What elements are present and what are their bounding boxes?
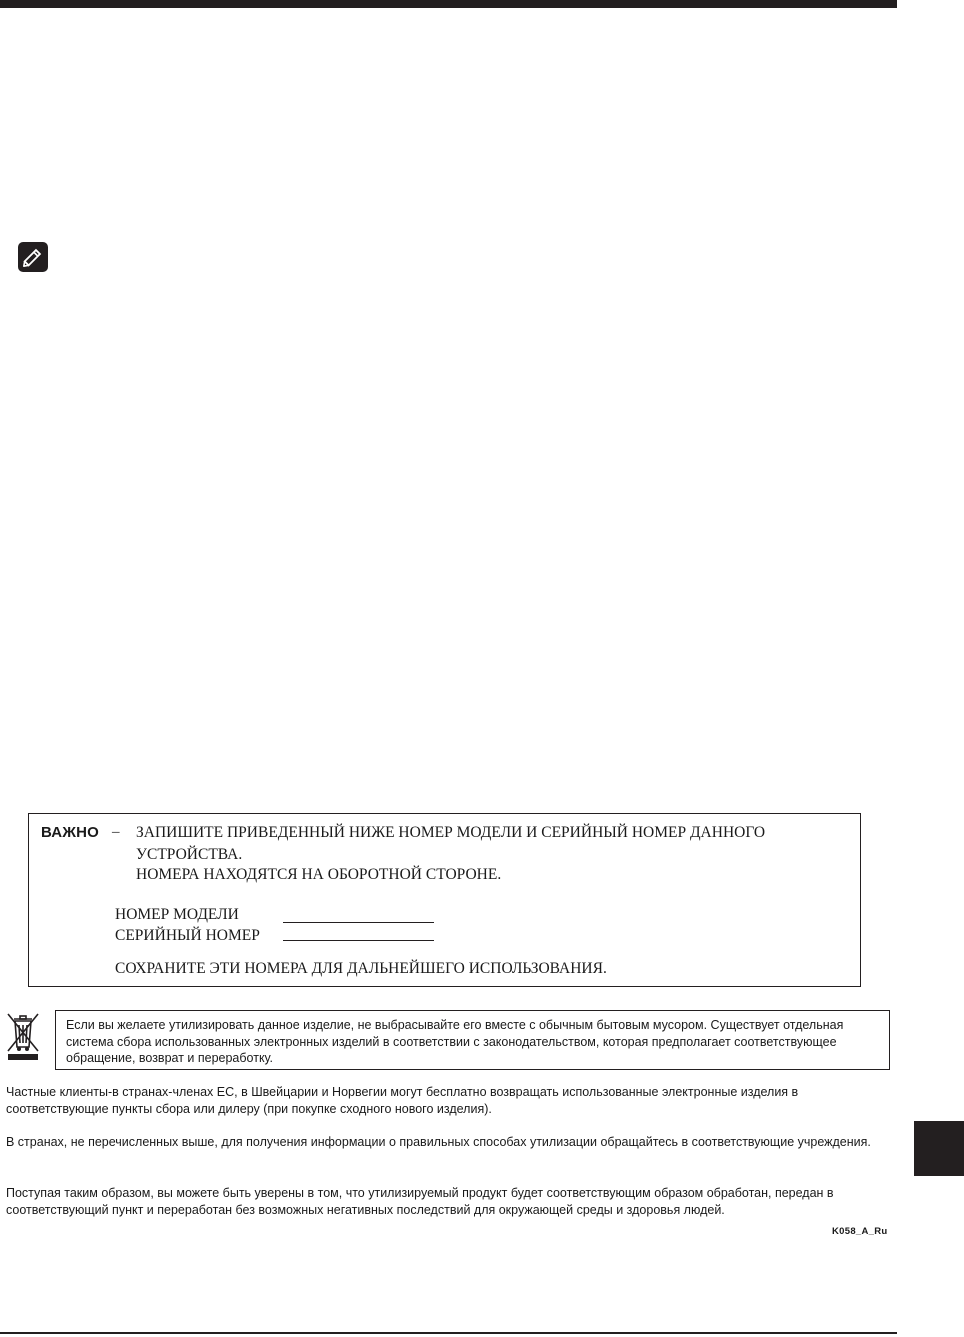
- important-line-1: ЗАПИШИТЕ ПРИВЕДЕННЫЙ НИЖЕ НОМЕР МОДЕЛИ И СЕРИЙНЫЙ НОМЕР ДАННОГО: [136, 824, 766, 841]
- serial-number-line: [283, 940, 434, 941]
- top-rule: [0, 0, 897, 8]
- disposal-paragraph-eu: Частные клиенты-в странах-членах ЕС, в Швейцарии и Норвегии могут бесплатно возвращать использованные электронные изделия в соответствующие пункты сбора или дилеру (при покупке сходного нового изделия).: [6, 1085, 799, 1116]
- important-line-2: УСТРОЙСТВА.: [136, 846, 243, 863]
- keep-numbers-note: СОХРАНИТЕ ЭТИ НОМЕРА ДЛЯ ДАЛЬНЕЙШЕГО ИСПОЛЬЗОВАНИЯ.: [115, 960, 607, 977]
- model-number-line: [283, 922, 434, 923]
- note-pencil-icon: [18, 242, 48, 272]
- crossed-bin-icon: [3, 1011, 43, 1061]
- side-tab-marker: [914, 1121, 964, 1176]
- disposal-paragraph-other-countries: В странах, не перечисленных выше, для получения информации о правильных способах утилизации обращайтесь в соответствующие учреждения.: [6, 1135, 871, 1149]
- important-label: ВАЖНО: [41, 824, 99, 841]
- bottom-rule: [0, 1332, 897, 1334]
- disposal-notice-box: Если вы желаете утилизировать данное изделие, не выбрасывайте его вместе с обычным бытовым мусором. Существует отдельная система сбора использованных электронных изделий в соответствии с законодательством, которая предполагает соответствующее обращение, возврат и переработку.: [55, 1010, 890, 1070]
- important-dash: –: [112, 824, 120, 840]
- disposal-paragraph-assurance: Поступая таким образом, вы можете быть уверены в том, что утилизируемый продукт будет соответствующим образом обработан, передан в соответствующий пункт и переработан без возможных негативных последствий для окружающей среды и здоровья людей.: [6, 1186, 834, 1217]
- document-code: K058_A_Ru: [832, 1226, 888, 1237]
- important-line-3: НОМЕРА НАХОДЯТСЯ НА ОБОРОТНОЙ СТОРОНЕ.: [136, 866, 502, 883]
- serial-number-label: СЕРИЙНЫЙ НОМЕР: [115, 927, 260, 944]
- important-notice-box: [28, 813, 861, 987]
- model-number-label: НОМЕР МОДЕЛИ: [115, 906, 239, 923]
